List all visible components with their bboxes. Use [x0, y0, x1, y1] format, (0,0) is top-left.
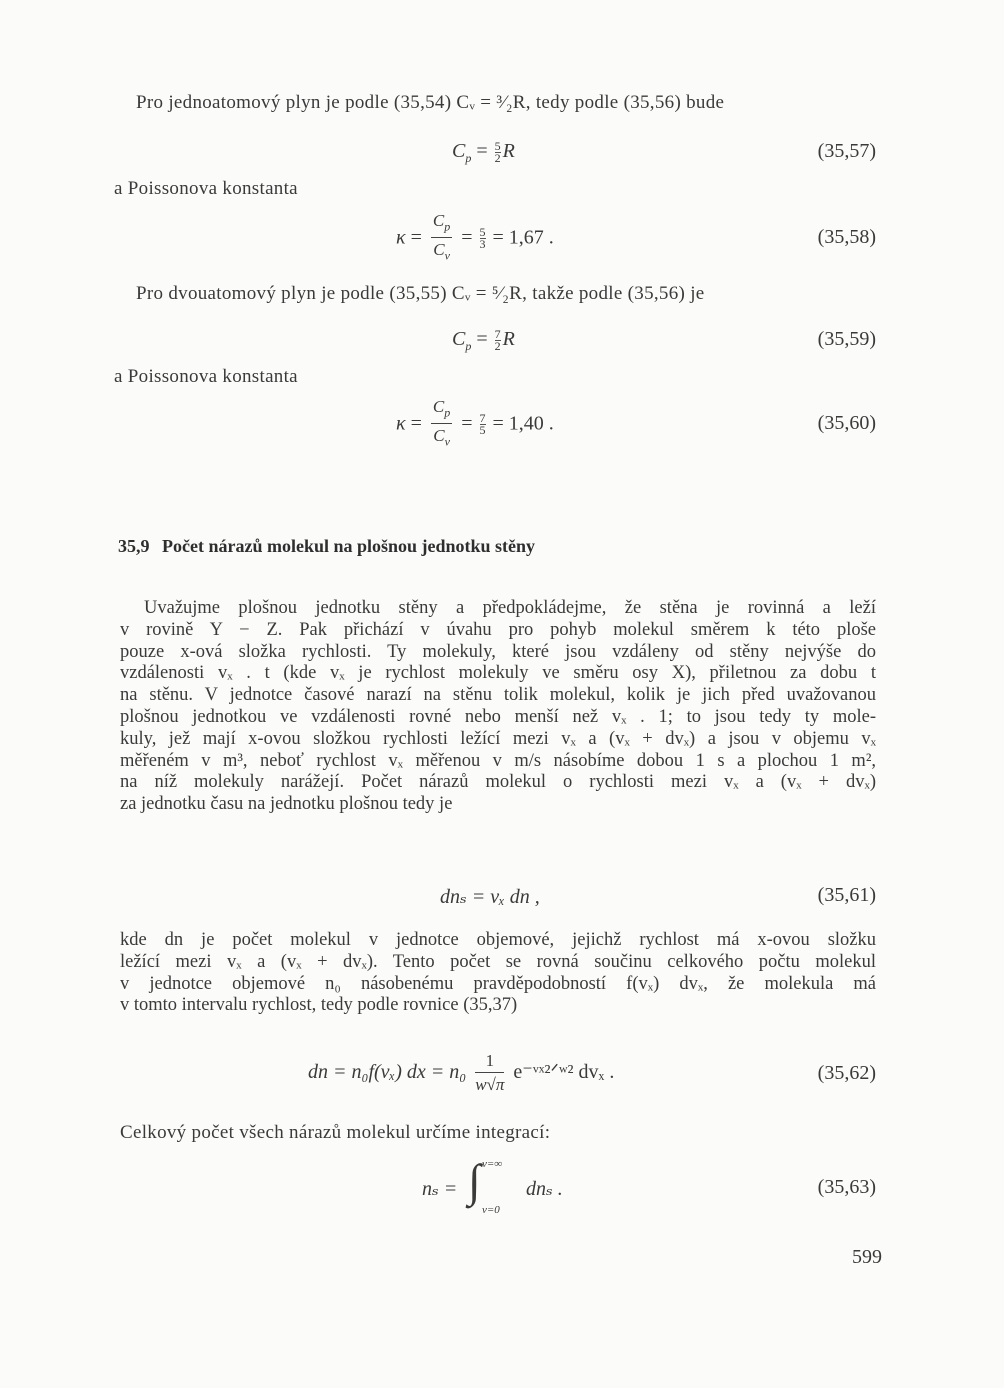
- intro-monatomic: Pro jednoatomový plyn je podle (35,54) Cᵥ = ³⁄₂R, tedy podle (35,56) bude: [136, 92, 725, 113]
- equation-number-35-60: (35,60): [817, 412, 876, 434]
- equation-35-57: $C_p$ = $\frac{5}{2}$ R: [452, 138, 515, 165]
- paragraph-line: v jednotce objemové n₀ násobenému pravděpodobností f(vₓ) dvₓ, že molekula má: [120, 973, 876, 994]
- intro-diatomic: Pro dvouatomový plyn je podle (35,55) Cᵥ = ⁵⁄₂R, takže podle (35,56) je: [136, 283, 705, 304]
- paragraph-line: pouze x-ová složka rychlosti. Ty molekuly, které jsou vzdáleny od stěny nejvýše do: [120, 641, 876, 662]
- poisson-label-1: a Poissonova konstanta: [114, 178, 298, 199]
- equation-35-60: κ = $\frac{C_p}{C_v}$ = $\frac{7}{5}$ = 1,40 .: [396, 397, 554, 449]
- paragraph-line: měřeném v m³, neboť rychlost vₓ měřenou v m/s násobíme dobou 1 s a plochou 1 m²,: [120, 750, 876, 771]
- equation-35-58: κ = $\frac{C_p}{C_v}$ = $\frac{5}{3}$ = 1,67 .: [396, 211, 554, 263]
- equation-number-35-63: (35,63): [817, 1176, 876, 1198]
- paragraph-line: na níž molekuly narážejí. Počet nárazů molekul o rychlosti mezi vₓ a (vₓ + dvₓ): [120, 772, 876, 793]
- paragraph-line: v tomto intervalu rychlost, tedy podle rovnice (35,37): [120, 995, 518, 1016]
- paragraph-3: Celkový počet všech nárazů molekul určíme integrací:: [120, 1122, 551, 1143]
- paragraph-2: [120, 930, 876, 1017]
- equation-number-35-59: (35,59): [817, 328, 876, 350]
- paragraph-line: plošnou jednotkou ve vzdálenosti rovné nebo menší než vₓ . 1; to jsou tedy ty mole-: [120, 706, 876, 727]
- equation-35-62: dn = n₀f(vₓ) dx = n₀ $\frac{1}{w√\pi}$ e⁻ᵛˣ²ᐟʷ² dvₓ .: [308, 1051, 615, 1094]
- paragraph-line: kde dn je počet molekul v jednotce objemové, jejichž rychlost má x-ovou složku: [120, 930, 876, 950]
- equation-number-35-58: (35,58): [817, 226, 876, 248]
- paragraph-line: ležící mezi vₓ a (vₓ + dvₓ). Tento počet se rovná součinu celkového počtu molekul: [120, 951, 876, 972]
- paragraph-line: vzdálenosti vₓ . t (kde vₓ je rychlost molekuly ve směru osy X), přiletnou za dobu t: [120, 663, 876, 684]
- poisson-label-2: a Poissonova konstanta: [114, 366, 298, 387]
- page-number: 599: [852, 1246, 882, 1268]
- paragraph-line: v rovině Y − Z. Pak přichází v úvahu pro pohyb molekul směrem k této ploše: [120, 619, 876, 640]
- section-number: 35,9: [118, 536, 150, 556]
- section-title: Počet nárazů molekul na plošnou jednotku stěny: [162, 536, 536, 556]
- equation-number-35-57: (35,57): [817, 140, 876, 162]
- paragraph-line: za jednotku času na jednotku plošnou tedy je: [120, 794, 453, 815]
- paragraph-line: kuly, jež mají x-ovou složkou rychlosti ležící mezi vₓ a (vₓ + dvₓ) a jsou v objemu vₓ: [120, 728, 876, 749]
- paragraph-1: [120, 598, 876, 816]
- equation-35-59: $C_p$ = $\frac{7}{2}$ R: [452, 326, 515, 353]
- equation-number-35-62: (35,62): [817, 1062, 876, 1084]
- equation-35-61: dnₛ = vₓ dn ,: [440, 886, 540, 908]
- paragraph-line: na stěnu. V jednotce časové narazí na stěnu tolik molekul, kolik je jich před uvažovanou: [120, 685, 876, 706]
- equation-number-35-61: (35,61): [817, 884, 876, 906]
- section-heading: [118, 536, 535, 557]
- book-page: Pro jednoatomový plyn je podle (35,54) Cᵥ = ³⁄₂R, tedy podle (35,56) bude $C_p$ = $\frac{5}{2}$ R (35,57) a Poissonova konstanta κ = $\frac{C_p}{C_v}$ = $\frac{5}{3}$ = 1,67 . (35,58) Pro dvouatomový plyn je podle (35,55) Cᵥ = ⁵⁄₂R, takže podle (35,56) je $C_p$ = $\frac{7}{2}$ R (35,59) a Poissonova konstanta κ = $\frac{C_p}{C_v}$ = $\frac{7}{5}$ = 1,40 . (35,60) 35,9 Počet nárazů molekul na plošnou jednotku stěny Uvažujme plošnou jednotku stěny a předpokládejme, že stěna je rovinná a leží v rovině Y − Z. Pak přichází v úvahu pro pohyb molekul směrem k této ploše pouze x-ová složka rychlosti. Ty molekuly, které jsou vzdáleny od stěny nejvýše do vzdálenosti vₓ . t (kde vₓ je rychlost molekuly ve směru osy X), přiletnou za dobu t na stěnu. V jednotce časové narazí na stěnu tolik molekul, kolik je jich před uvažovanou plošnou jednotkou ve vzdálenosti rovné nebo menší než vₓ . 1; to jsou tedy ty mole- kuly, jež mají x-ovou složkou rychlosti ležící mezi vₓ a (vₓ + dvₓ) a jsou v objemu vₓ měřeném v m³, neboť rychlost vₓ měřenou v m/s násobíme dobou 1 s a plochou 1 m², na níž molekuly narážejí. Počet nárazů molekul o rychlosti mezi vₓ a (vₓ + dvₓ) za jednotku času na jednotku plošnou tedy je dnₛ = vₓ dn , (35,61) kde dn je počet molekul v jednotce objemové, jejichž rychlost má x-ovou složku ležící mezi vₓ a (vₓ + dvₓ). Tento počet se rovná součinu celkového počtu molekul v jednotce objemové n₀ násobenému pravděpodobností f(vₓ) dvₓ, že molekula má v tomto intervalu rychlost, tedy podle rovnice (35,37) dn = n₀f(vₓ) dx = n₀ $\frac{1}{w√\pi}$ e⁻ᵛˣ²ᐟʷ² dvₓ . (35,62) Celkový počet všech nárazů molekul určíme integrací: nₛ = ∫ v=∞ v=0 dnₛ . (35,63) 599: [114, 92, 882, 1268]
- paragraph-line: Uvažujme plošnou jednotku stěny a předpokládejme, že stěna je rovinná a leží: [144, 598, 876, 618]
